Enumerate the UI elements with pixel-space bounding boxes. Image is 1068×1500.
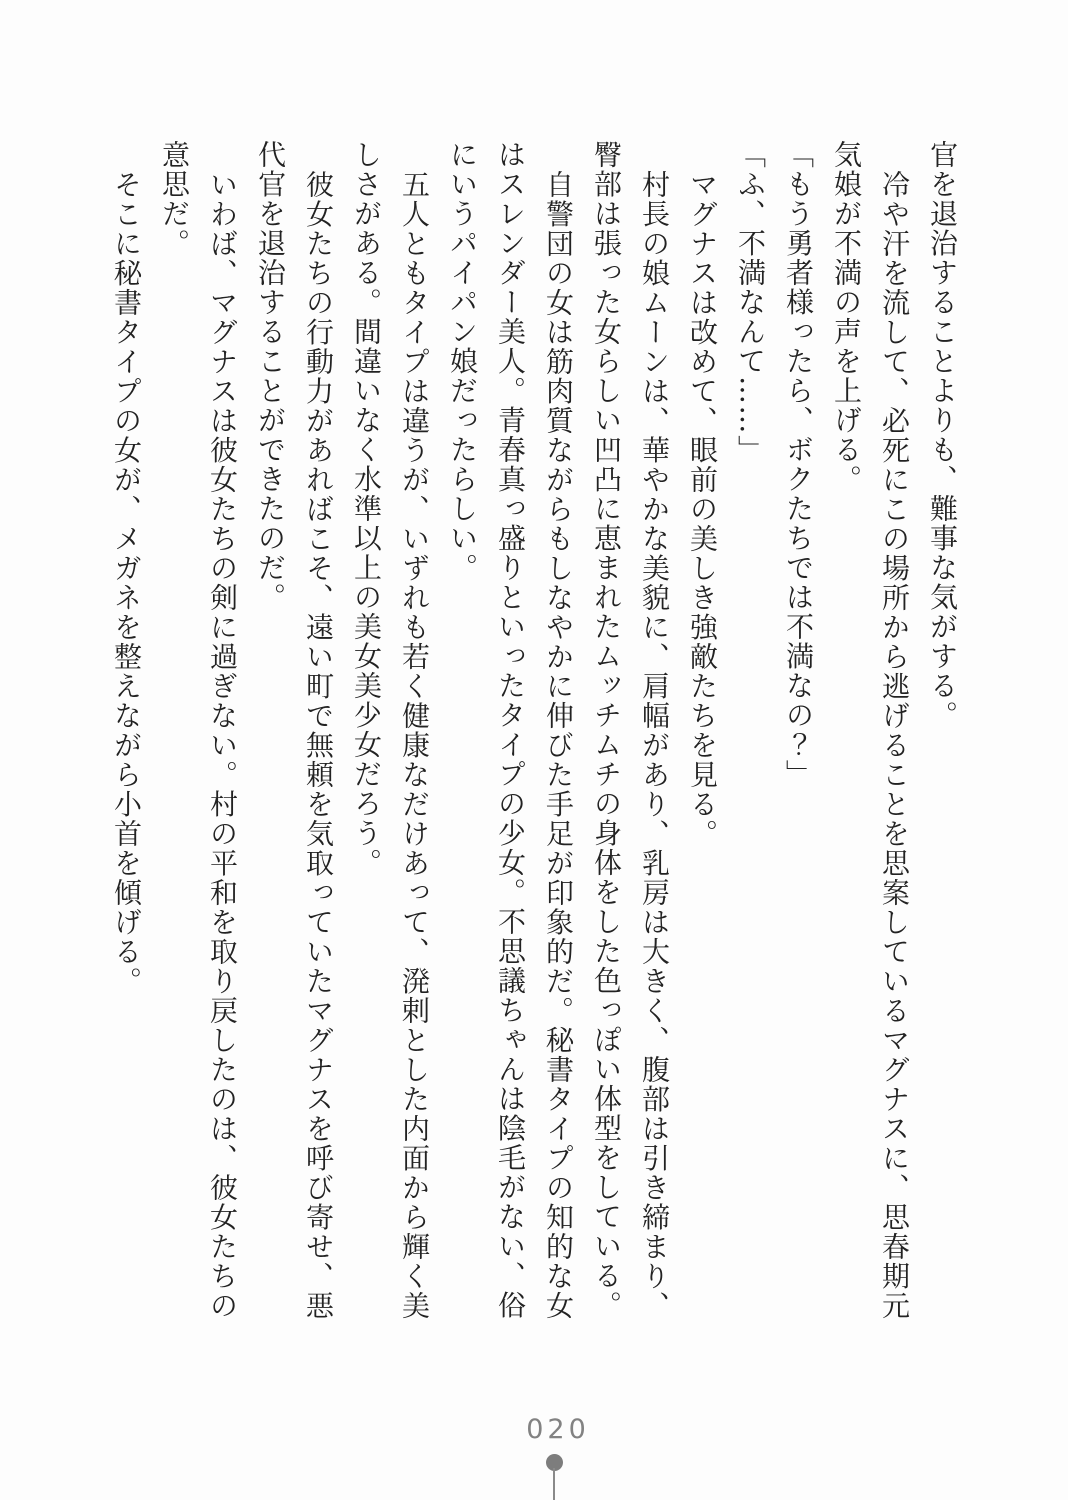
paragraph: 冷や汗を流して、必死にこの場所から逃げることを思案しているマグナスに、思春期元気娘が不満の声を上げる。 [830,140,911,1320]
paragraph: マグナスは改めて、眼前の美しき強敵たちを見る。 [686,169,719,848]
page-marker-line [553,1468,555,1500]
paragraph: いわば、マグナスは彼女たちの剣に過ぎない。村の平和を取り戻したのは、彼女たちの意思だ。 [158,140,239,1320]
paragraph: そこに秘書タイプの女が、メガネを整えながら小首を傾げる。 [110,169,143,996]
page-number: 020 [526,1414,590,1445]
paragraph: 「ふ、不満なんて……」 [734,140,767,465]
paragraph: 村長の娘ムーンは、華やかな美貌に、肩幅があり、乳房は大きく、腹部は引き締まり、臀部は張った女らしい凹凸に恵まれたムッチムチの身体をした色っぽい体型をしている。 [590,140,671,1320]
paragraph: 自警団の女は筋肉質ながらもしなやかに伸びた手足が印象的だ。秘書タイプの知的な女はスレンダー美人。青春真っ盛りといったタイプの少女。不思議ちゃんは陰毛がない、俗にいうパイパン娘だったらしい。 [446,140,575,1320]
paragraph: 彼女たちの行動力があればこそ、遠い町で無頼を気取っていたマグナスを呼び寄せ、悪代官を退治することができたのだ。 [254,140,335,1320]
text-block [102,140,966,1326]
paragraph: 官を退治することよりも、難事な気がする。 [926,140,959,730]
paragraph: 「もう勇者様ったら、ボクたちでは不満なの？」 [782,140,815,789]
paragraph: 五人ともタイプは違うが、いずれも若く健康なだけあって、溌剌とした内面から輝く美しさがある。間違いなく水準以上の美女美少女だろう。 [350,140,431,1320]
